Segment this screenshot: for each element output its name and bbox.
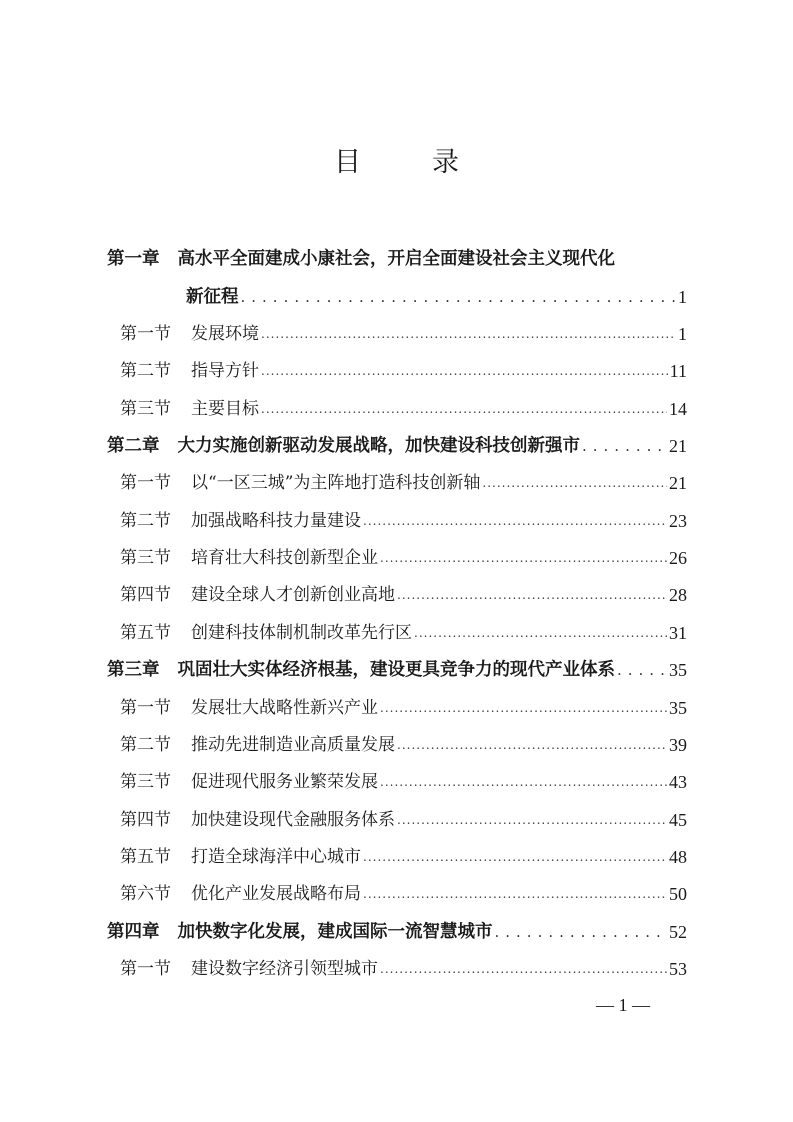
page-number: 39 [669,734,687,755]
toc-section-entry[interactable] [107,357,687,385]
dot-leader [363,879,667,908]
dot-leader [397,730,667,759]
dot-leader [397,580,667,609]
chapter-title: 巩固壮大实体经济根基，建设更具竞争力的现代产业体系 [177,660,615,681]
page-number: 11 [669,361,687,382]
section-label: 第二节 [120,361,171,382]
page-number: 1 [678,324,687,344]
page-number: 23 [669,510,687,531]
section-title: 发展壮大战略性新兴产业 [191,697,378,718]
page-number: 21 [669,436,687,457]
page-title: 目 录 [334,147,481,178]
section-label: 第四节 [120,585,171,606]
section-label: 第三节 [120,772,171,793]
chapter-label: 第一章 [107,249,160,269]
section-label: 第三节 [120,398,171,419]
toc-section-entry[interactable] [107,469,687,497]
section-title: 以“一区三城”为主阵地打造科技创新轴 [191,473,481,494]
toc-section-entry[interactable] [107,544,687,572]
dot-leader [380,693,667,722]
toc-section-entry[interactable] [107,806,687,834]
section-title: 主要目标 [191,398,259,419]
dot-leader [261,394,667,423]
chapter-1-heading[interactable] [107,245,687,273]
section-label: 第六节 [120,884,171,905]
dot-leader [397,805,667,834]
section-label: 第一节 [120,473,171,494]
toc-section-entry[interactable] [107,955,687,983]
toc-section-entry[interactable] [107,731,687,759]
toc-chapter-entry[interactable] [107,656,687,684]
dot-leader [380,767,667,796]
dot-leader [380,543,667,572]
section-title: 创建科技体制机制改革先行区 [191,622,412,643]
page-number: 21 [669,473,687,494]
page-number: 43 [669,772,687,793]
section-label: 第三节 [120,548,171,569]
chapter-label: 第二章 [107,436,160,457]
section-title: 加快建设现代金融服务体系 [191,809,395,830]
section-label: 第二节 [120,510,171,531]
toc-section-entry[interactable] [107,694,687,722]
section-title: 指导方针 [191,361,259,382]
toc-section-entry[interactable] [107,768,687,796]
chapter-1-heading-cont[interactable] [186,283,687,311]
page-number: 52 [669,921,687,942]
section-label: 第一节 [120,958,171,979]
toc-chapter-entry[interactable] [107,432,687,460]
section-label: 第五节 [120,622,171,643]
dot-leader [241,283,677,311]
section-title: 培育壮大科技创新型企业 [191,548,378,569]
page-number: 1 [678,287,687,307]
dot-leader [363,842,667,871]
chapter-label: 第三章 [107,660,160,681]
dot-leader [582,432,667,460]
page-number: 14 [669,398,687,419]
toc-section-entry[interactable] [107,619,687,647]
page-footer: — 1 — [596,995,650,1015]
section-title: 发展环境 [191,324,259,344]
section-label: 第二节 [120,734,171,755]
chapter-title: 高水平全面建成小康社会，开启全面建设社会主义现代化 [177,249,615,269]
toc-chapter-entry[interactable] [107,918,687,946]
dot-leader [363,506,667,535]
section-title: 打造全球海洋中心城市 [191,846,361,867]
dot-leader [482,468,667,497]
section-label: 第五节 [120,846,171,867]
chapter-label: 第四章 [107,921,160,942]
toc-section-entry[interactable] [107,880,687,908]
section-label: 第四节 [120,809,171,830]
section-title: 建设全球人才创新创业高地 [191,585,395,606]
section-title: 优化产业发展战略布局 [191,884,361,905]
section-title: 促进现代服务业繁荣发展 [191,772,378,793]
toc-section-entry[interactable] [107,395,687,423]
toc-section-entry[interactable] [107,581,687,609]
chapter-title: 加快数字化发展，建成国际一流智慧城市 [177,921,493,942]
chapter-title-cont: 新征程 [186,287,239,307]
dot-leader [414,618,667,647]
page-number: 31 [669,622,687,643]
page-number: 53 [669,958,687,979]
page-number: 35 [669,697,687,718]
dot-leader [495,918,668,946]
toc-section-entry[interactable] [107,320,687,348]
page-number: 26 [669,548,687,569]
page-number: 35 [669,660,687,681]
dot-leader [617,656,667,684]
section-title: 推动先进制造业高质量发展 [191,734,395,755]
page-number: 28 [669,585,687,606]
section-title: 建设数字经济引领型城市 [191,958,378,979]
section-label: 第一节 [120,697,171,718]
section-label: 第一节 [120,324,171,344]
section-title: 加强战略科技力量建设 [191,510,361,531]
page-number: 45 [669,809,687,830]
toc-section-entry[interactable] [107,843,687,871]
chapter-title: 大力实施创新驱动发展战略，加快建设科技创新强市 [177,436,580,457]
dot-leader [261,319,676,348]
dot-leader [261,356,668,385]
page-number: 48 [669,846,687,867]
page-number: 50 [669,884,687,905]
toc-section-entry[interactable] [107,507,687,535]
dot-leader [380,954,667,983]
